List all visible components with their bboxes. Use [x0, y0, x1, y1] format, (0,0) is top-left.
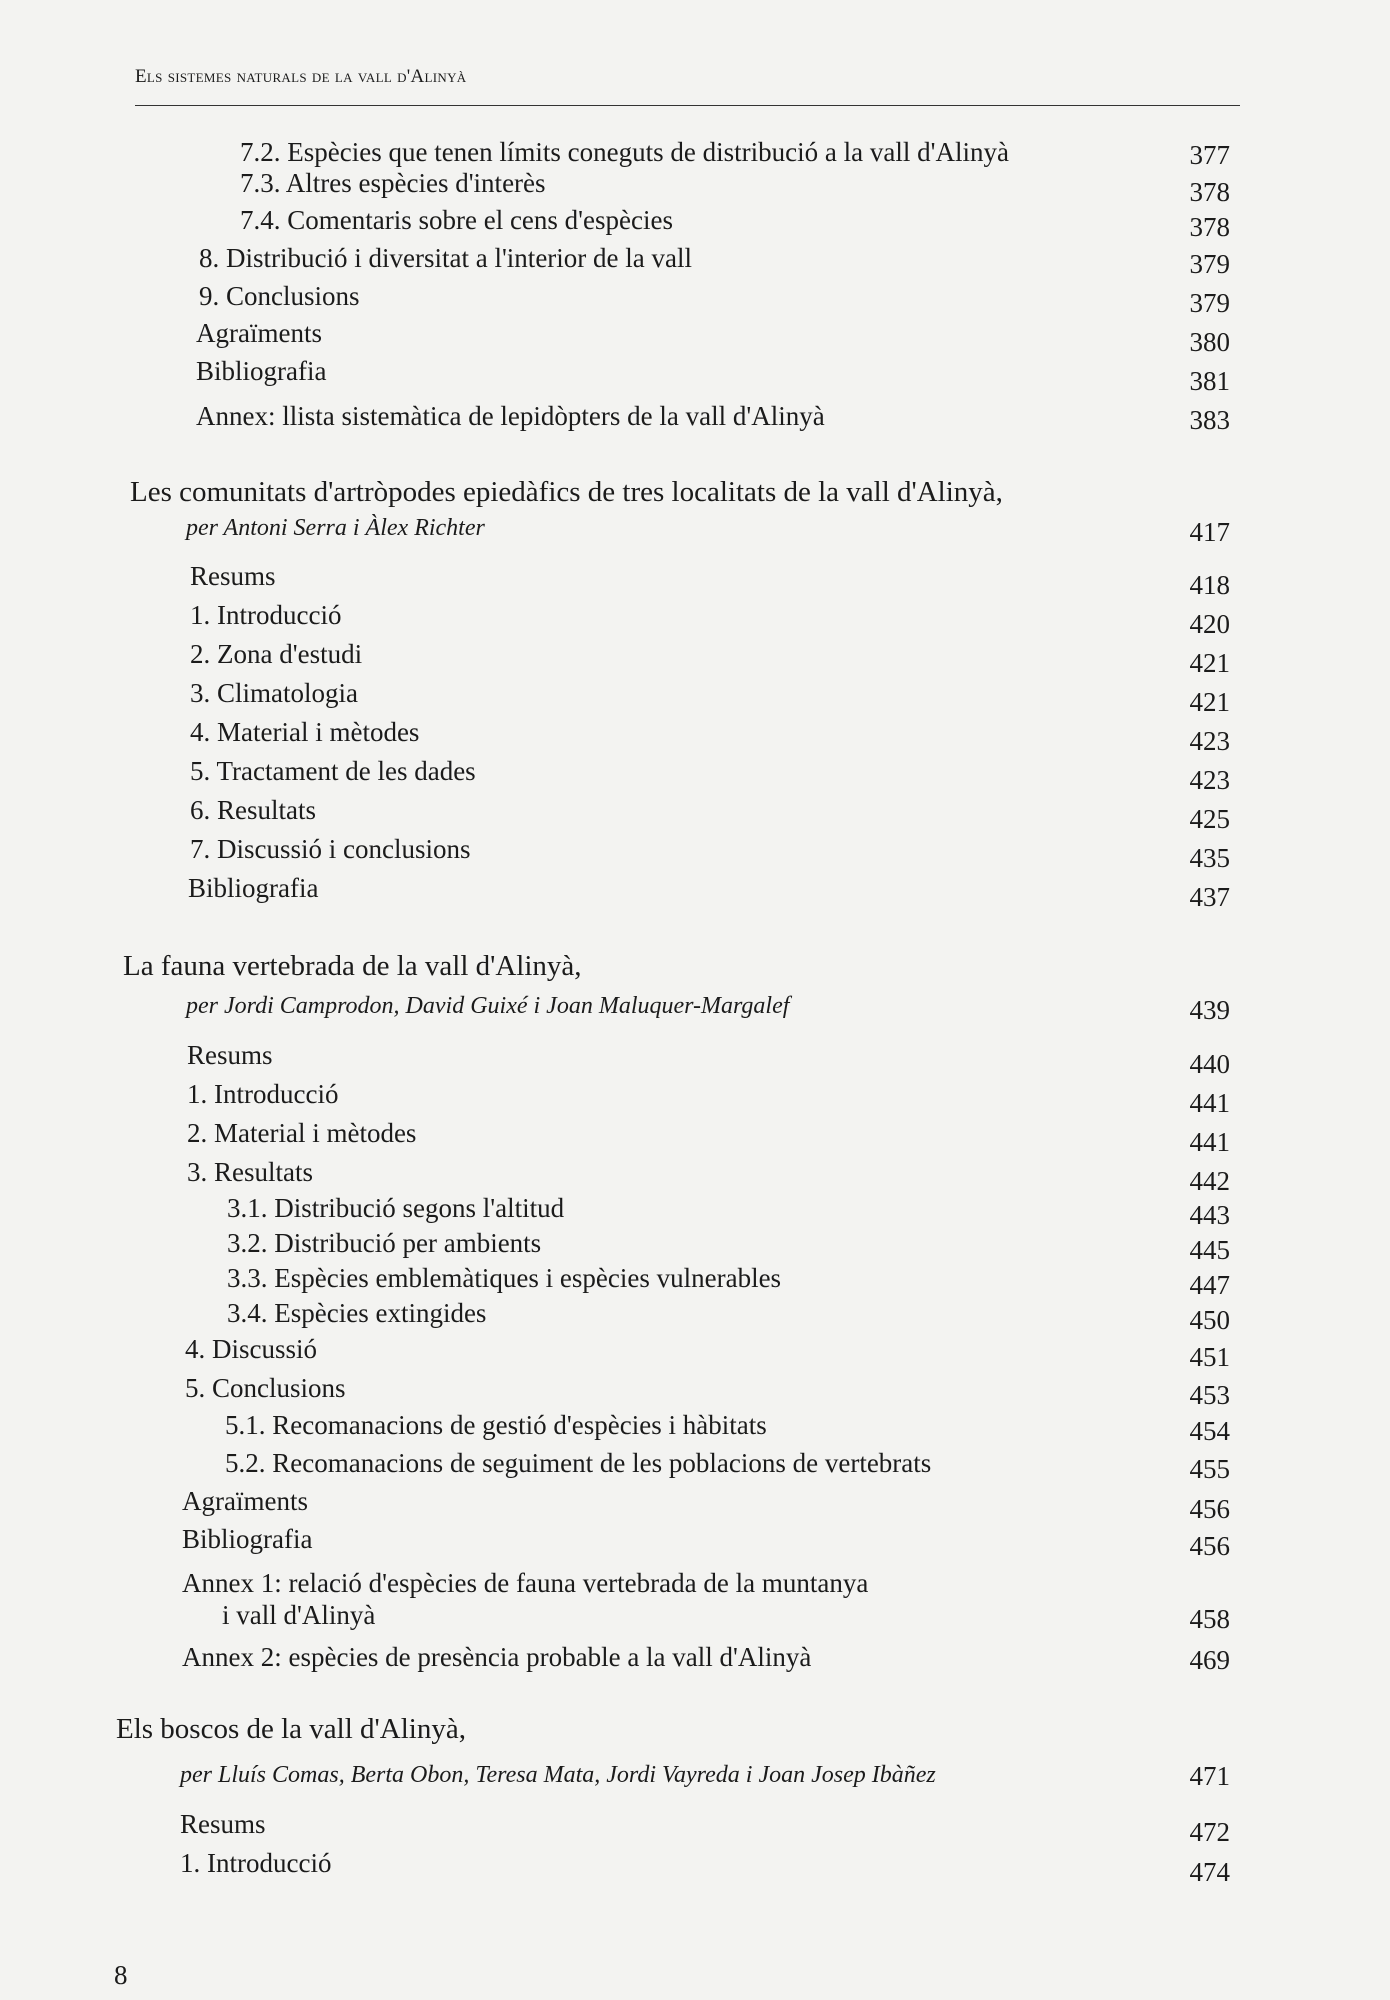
- toc-entry-text: 2. Zona d'estudi: [190, 639, 363, 669]
- toc-entry-page: 445: [1189, 1235, 1230, 1265]
- toc-entry-text: 5.1. Recomanacions de gestió d'espècies i hàbitats: [225, 1410, 767, 1440]
- toc-entry-page: 421: [1189, 648, 1230, 678]
- toc-entry-text: 5.2. Recomanacions de seguiment de les poblacions de vertebrats: [225, 1448, 932, 1478]
- toc-entry-text: 3.4. Espècies extingides: [227, 1298, 487, 1328]
- chapter-authors: per Antoni Serra i Àlex Richter: [186, 515, 485, 541]
- toc-entry-page: 439: [1189, 995, 1230, 1025]
- chapter-title: Les comunitats d'artròpodes epiedàfics de tres localitats de la vall d'Alinyà,: [130, 476, 1003, 508]
- toc-entry-text: Resums: [180, 1809, 266, 1839]
- toc-entry-page: 441: [1189, 1127, 1230, 1157]
- toc-entry-text: Bibliografia: [182, 1524, 313, 1554]
- toc-entry-page: 423: [1189, 726, 1230, 756]
- running-head: Els sistemes naturals de la vall d'Alinyà: [135, 66, 467, 87]
- toc-entry-text: Bibliografia: [188, 873, 319, 903]
- toc-entry-page: 450: [1189, 1305, 1230, 1335]
- toc-entry-page: 377: [1189, 140, 1230, 170]
- toc-entry-page: 420: [1189, 609, 1230, 639]
- toc-entry-page: 417: [1189, 517, 1230, 547]
- toc-entry-page: 472: [1189, 1817, 1230, 1847]
- toc-entry-text: 7.3. Altres espècies d'interès: [240, 168, 546, 198]
- header-rule: [135, 105, 1240, 106]
- toc-entry-page: 443: [1189, 1200, 1230, 1230]
- toc-entry-page: 456: [1189, 1494, 1230, 1524]
- toc-entry-page: 442: [1189, 1166, 1230, 1196]
- toc-entry-page: 456: [1189, 1531, 1230, 1561]
- chapter-title: La fauna vertebrada de la vall d'Alinyà,: [123, 950, 582, 982]
- toc-entry-page: 379: [1189, 288, 1230, 318]
- toc-entry-page: 423: [1189, 765, 1230, 795]
- toc-entry-text: Annex: llista sistemàtica de lepidòpters de la vall d'Alinyà: [196, 401, 825, 431]
- toc-entry-text: 7.2. Espècies que tenen límits coneguts de distribució a la vall d'Alinyà: [240, 137, 1009, 167]
- toc-entry-page: 378: [1189, 177, 1230, 207]
- toc-entry-text: 3. Climatologia: [190, 678, 358, 708]
- toc-entry-page: 471: [1189, 1761, 1230, 1791]
- toc-entry-text: Annex 1: relació d'espècies de fauna vertebrada de la muntanya: [182, 1568, 869, 1598]
- toc-entry-text: 9. Conclusions: [199, 281, 360, 311]
- chapter-title: Els boscos de la vall d'Alinyà,: [116, 1713, 466, 1745]
- toc-entry-page: 380: [1189, 327, 1230, 357]
- toc-entry-text: Annex 2: espècies de presència probable a la vall d'Alinyà: [182, 1642, 812, 1672]
- toc-entry-page: 447: [1189, 1270, 1230, 1300]
- toc-entry-text: Resums: [187, 1040, 273, 1070]
- toc-entry-text: Resums: [190, 561, 276, 591]
- toc-entry-page: 455: [1189, 1454, 1230, 1484]
- toc-entry-page: 437: [1189, 882, 1230, 912]
- toc-entry-text: 5. Tractament de les dades: [190, 756, 476, 786]
- toc-entry-page: 421: [1189, 687, 1230, 717]
- toc-entry-text: 3.3. Espècies emblemàtiques i espècies vulnerables: [227, 1263, 782, 1293]
- toc-entry-page: 440: [1189, 1049, 1230, 1079]
- toc-entry-text: 4. Material i mètodes: [190, 717, 420, 747]
- toc-entry-page: 474: [1189, 1857, 1230, 1887]
- toc-entry-text: 2. Material i mètodes: [187, 1118, 417, 1148]
- toc-entry-page: 425: [1189, 804, 1230, 834]
- toc-entry-text: 1. Introducció: [190, 600, 342, 630]
- toc-entry-page: 469: [1189, 1645, 1230, 1675]
- toc-entry-page: 418: [1189, 570, 1230, 600]
- toc-entry-page: 383: [1189, 405, 1230, 435]
- toc-entry-page: 458: [1189, 1604, 1230, 1634]
- toc-entry-page: 379: [1189, 249, 1230, 279]
- toc-entry-text: 3.2. Distribució per ambients: [227, 1228, 542, 1258]
- toc-entry-text: 1. Introducció: [187, 1079, 339, 1109]
- toc-entry-page: 381: [1189, 366, 1230, 396]
- toc-entry-text: i vall d'Alinyà: [222, 1600, 376, 1630]
- toc-entry-page: 378: [1189, 212, 1230, 242]
- toc-entry-page: 441: [1189, 1088, 1230, 1118]
- page-number: 8: [114, 1960, 128, 1990]
- toc-entry-text: 7. Discussió i conclusions: [190, 834, 471, 864]
- toc-entry-text: 5. Conclusions: [185, 1373, 346, 1403]
- toc-entry-text: 7.4. Comentaris sobre el cens d'espècies: [240, 205, 673, 235]
- toc-entry-page: 451: [1189, 1342, 1230, 1372]
- toc-entry-text: 4. Discussió: [185, 1334, 318, 1364]
- toc-entry-text: 8. Distribució i diversitat a l'interior de la vall: [199, 243, 692, 273]
- toc-entry-page: 453: [1189, 1380, 1230, 1410]
- toc-entry-text: 6. Resultats: [190, 795, 316, 825]
- toc-entry-text: 3.1. Distribució segons l'altitud: [227, 1193, 565, 1223]
- toc-entry-text: Agraïments: [196, 318, 322, 348]
- toc-entry-text: Agraïments: [182, 1486, 308, 1516]
- toc-entry-text: Bibliografia: [196, 356, 327, 386]
- toc-entry-text: 1. Introducció: [180, 1848, 332, 1878]
- toc-entry-page: 454: [1189, 1416, 1230, 1446]
- chapter-authors: per Jordi Camprodon, David Guixé i Joan Maluquer-Margalef: [186, 993, 790, 1019]
- chapter-authors: per Lluís Comas, Berta Obon, Teresa Mata, Jordi Vayreda i Joan Josep Ibàñez: [180, 1762, 936, 1788]
- toc-entry-text: 3. Resultats: [187, 1157, 313, 1187]
- toc-entry-page: 435: [1189, 843, 1230, 873]
